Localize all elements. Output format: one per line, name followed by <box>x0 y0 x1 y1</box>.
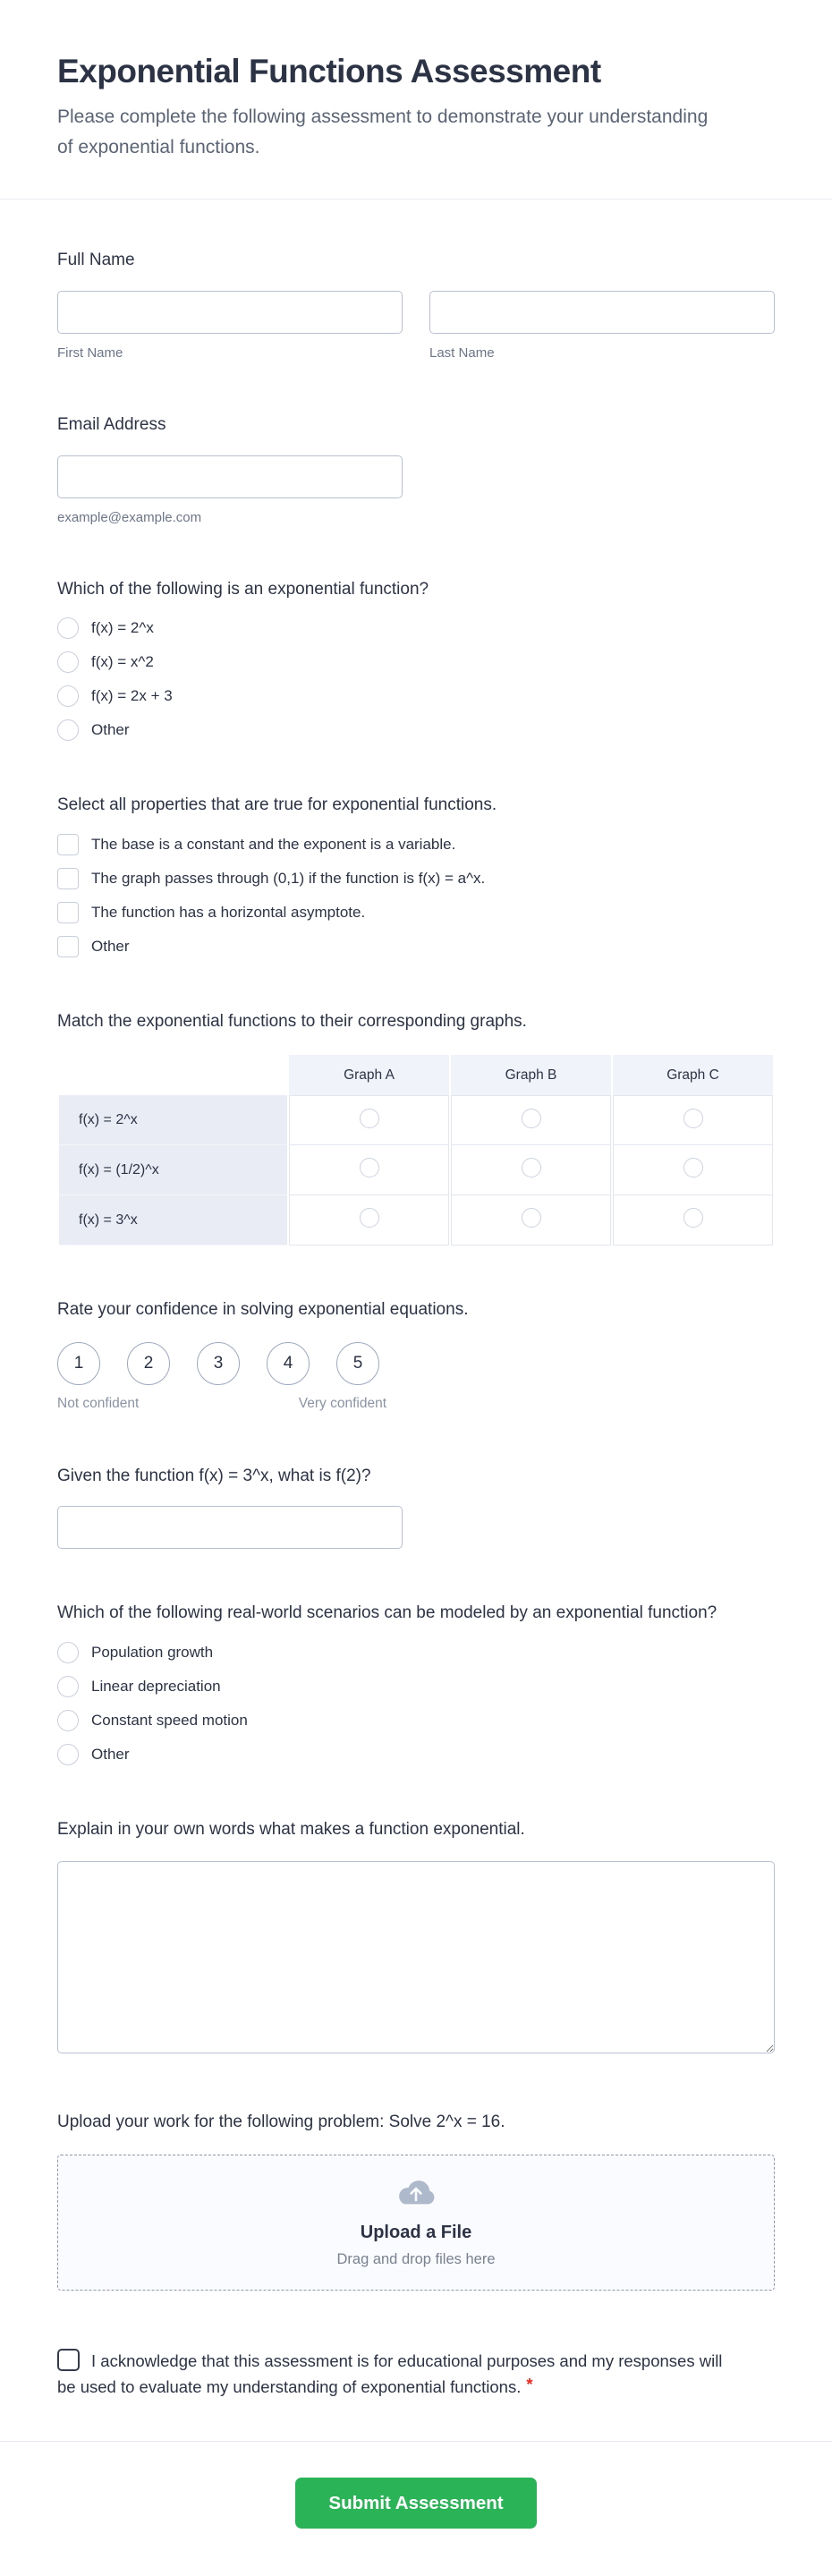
scale-min-label: Not confident <box>57 1395 140 1411</box>
radio-option-label: Other <box>91 1745 130 1763</box>
acknowledge-text: I acknowledge that this assessment is for educational purposes and my responses will be used to evaluate my understanding of exponential functions. <box>57 2351 723 2397</box>
radio-option-label: Other <box>91 721 130 739</box>
checkbox-option-label: The function has a horizontal asymptote. <box>91 903 366 921</box>
explain-question <box>57 1817 775 2059</box>
radio-option-label: Constant speed motion <box>91 1711 248 1729</box>
radio-option[interactable] <box>57 1744 775 1765</box>
checkbox-option[interactable] <box>57 902 775 923</box>
match-graphs-question <box>57 1009 775 1246</box>
form-body <box>0 200 832 2400</box>
matrix-radio-button[interactable] <box>683 1158 703 1177</box>
question-label: Given the function f(x) = 3^x, what is f(2)? <box>57 1466 371 1485</box>
radio-button-icon[interactable] <box>57 651 79 673</box>
radio-option[interactable] <box>57 685 775 707</box>
matrix-radio-button[interactable] <box>522 1208 541 1228</box>
matrix-corner-cell <box>59 1055 287 1095</box>
radio-option-label: Linear depreciation <box>91 1677 221 1695</box>
checkbox-option-label: The graph passes through (0,1) if the function is f(x) = a^x. <box>91 869 486 887</box>
upload-title: Upload a File <box>360 2223 472 2243</box>
scale-option-1[interactable]: 1 <box>57 1342 100 1385</box>
form-title: Exponential Functions Assessment <box>57 53 601 89</box>
question-label: Explain in your own words what makes a function exponential. <box>57 1819 525 1839</box>
checkbox-option[interactable] <box>57 868 775 889</box>
email-input[interactable] <box>57 455 403 498</box>
f2-question <box>57 1464 775 1550</box>
matrix-radio-button[interactable] <box>360 1208 379 1228</box>
form-subtitle: Please complete the following assessment to demonstrate your understanding of exponential functions. <box>57 106 709 158</box>
question-label: Match the exponential functions to their corresponding graphs. <box>57 1011 527 1031</box>
form-header <box>0 0 832 199</box>
email-label: Email Address <box>57 414 166 434</box>
email-question <box>57 412 775 525</box>
upload-hint: Drag and drop files here <box>336 2251 496 2268</box>
radio-button-icon[interactable] <box>57 617 79 639</box>
radio-button-icon[interactable] <box>57 719 79 741</box>
matrix-radio-button[interactable] <box>683 1109 703 1128</box>
radio-button-icon[interactable] <box>57 1676 79 1697</box>
scale-max-label: Very confident <box>298 1395 386 1411</box>
f2-answer-input[interactable] <box>57 1506 403 1549</box>
radio-option-label: Population growth <box>91 1643 214 1661</box>
upload-cloud-icon <box>395 2176 437 2210</box>
full-name-question <box>57 248 775 361</box>
matrix-row <box>59 1145 773 1195</box>
matrix-radio-button[interactable] <box>360 1158 379 1177</box>
confidence-scale-question <box>57 1297 775 1412</box>
first-name-input[interactable] <box>57 291 403 334</box>
last-name-input[interactable] <box>429 291 775 334</box>
radio-button-icon[interactable] <box>57 685 79 707</box>
first-name-sublabel: First Name <box>57 344 123 361</box>
upload-dropzone[interactable] <box>57 2155 775 2291</box>
radio-option-label: f(x) = 2x + 3 <box>91 687 173 705</box>
scenarios-question <box>57 1601 775 1765</box>
matrix-column-header: Graph C <box>613 1055 773 1095</box>
question-label: Select all properties that are true for exponential functions. <box>57 795 497 815</box>
matrix-radio-button[interactable] <box>522 1109 541 1128</box>
matrix-row <box>59 1095 773 1145</box>
radio-option[interactable] <box>57 1676 775 1697</box>
checkbox-icon[interactable] <box>57 868 79 889</box>
checkbox-option-label: The base is a constant and the exponent is a variable. <box>91 835 456 853</box>
checkbox-option[interactable] <box>57 936 775 957</box>
radio-option[interactable] <box>57 651 775 673</box>
scale-option-4[interactable]: 4 <box>267 1342 310 1385</box>
properties-question <box>57 793 775 957</box>
matrix-row-label: f(x) = (1/2)^x <box>59 1145 287 1195</box>
radio-option[interactable] <box>57 617 775 639</box>
matrix-table <box>57 1055 775 1245</box>
checkbox-icon[interactable] <box>57 902 79 923</box>
matrix-radio-button[interactable] <box>683 1208 703 1228</box>
last-name-sublabel: Last Name <box>429 344 495 361</box>
radio-button-icon[interactable] <box>57 1710 79 1731</box>
scale-option-2[interactable]: 2 <box>127 1342 170 1385</box>
question-label: Which of the following is an exponential function? <box>57 579 429 599</box>
radio-option-label: f(x) = x^2 <box>91 653 154 671</box>
acknowledge-checkbox[interactable] <box>57 2349 80 2371</box>
required-asterisk: * <box>526 2375 533 2394</box>
radio-button-icon[interactable] <box>57 1744 79 1765</box>
question-label: Upload your work for the following problem: Solve 2^x = 16. <box>57 2113 505 2132</box>
form-footer <box>0 2442 832 2576</box>
checkbox-icon[interactable] <box>57 936 79 957</box>
question-label: Rate your confidence in solving exponential equations. <box>57 1300 469 1320</box>
radio-option[interactable] <box>57 1642 775 1663</box>
explain-textarea[interactable] <box>57 1861 775 2053</box>
matrix-row-label: f(x) = 2^x <box>59 1095 287 1145</box>
radio-option[interactable] <box>57 1710 775 1731</box>
scale-option-5[interactable]: 5 <box>336 1342 379 1385</box>
radio-button-icon[interactable] <box>57 1642 79 1663</box>
checkbox-option-label: Other <box>91 937 130 955</box>
matrix-column-header: Graph A <box>289 1055 449 1095</box>
matrix-row <box>59 1195 773 1245</box>
matrix-column-header: Graph B <box>451 1055 611 1095</box>
question-label: Which of the following real-world scenarios can be modeled by an exponential function? <box>57 1603 717 1623</box>
upload-question <box>57 2110 775 2291</box>
radio-option[interactable] <box>57 719 775 741</box>
matrix-radio-button[interactable] <box>360 1109 379 1128</box>
checkbox-icon[interactable] <box>57 834 79 855</box>
matrix-radio-button[interactable] <box>522 1158 541 1177</box>
scale-option-3[interactable]: 3 <box>197 1342 240 1385</box>
acknowledge-statement <box>57 2348 724 2400</box>
submit-button[interactable]: Submit Assessment <box>295 2478 536 2529</box>
matrix-row-label: f(x) = 3^x <box>59 1195 287 1245</box>
full-name-label: Full Name <box>57 251 135 270</box>
radio-option-label: f(x) = 2^x <box>91 619 154 637</box>
email-sublabel: example@example.com <box>57 509 202 525</box>
checkbox-option[interactable] <box>57 834 775 855</box>
exponential-function-question <box>57 577 775 742</box>
